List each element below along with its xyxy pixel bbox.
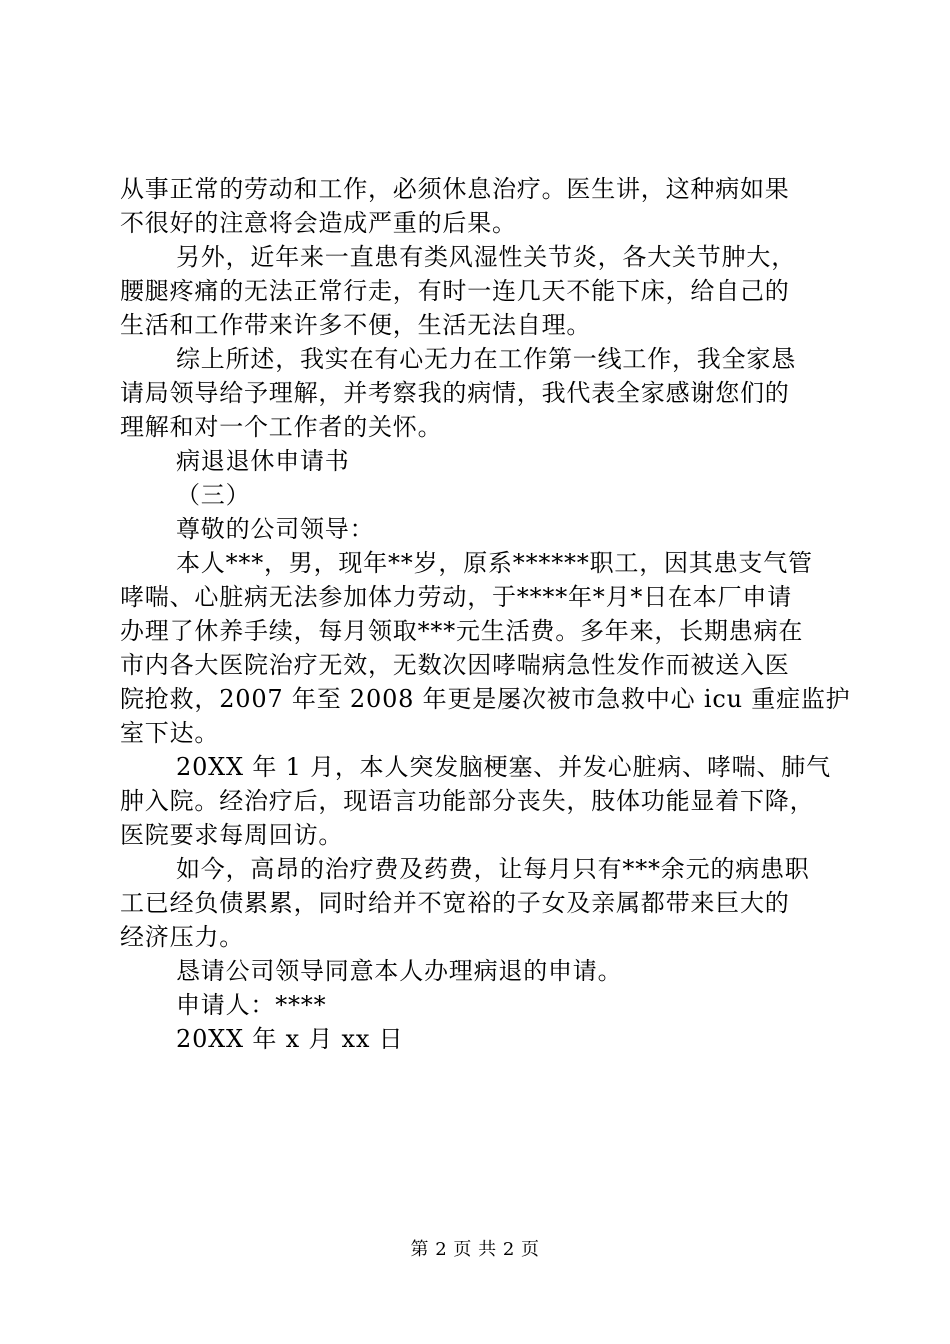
body-text-line: 室下达。 xyxy=(120,719,220,747)
section-title: 病退退休申请书 xyxy=(176,447,350,475)
page-footer: 第 2 页 共 2 页 xyxy=(410,1239,540,1260)
body-text-line: 工已经负债累累，同时给并不宽裕的子女及亲属都带来巨大的 xyxy=(120,889,790,917)
body-text-line: 请局领导给予理解，并考察我的病情，我代表全家感谢您们的 xyxy=(120,379,790,407)
body-text-line: 哮喘、心脏病无法参加体力劳动，于****年*月*日在本厂申请 xyxy=(120,583,792,611)
date-line: 20XX 年 x 月 xx 日 xyxy=(176,1025,404,1053)
applicant-line: 申请人：**** xyxy=(176,991,327,1019)
body-text-line: 经济压力。 xyxy=(120,923,244,951)
body-text-line: 医院要求每周回访。 xyxy=(120,821,344,849)
body-text-line: 本人***，男，现年**岁，原系******职工，因其患支气管 xyxy=(176,549,813,577)
body-text-line: 另外，近年来一直患有类风湿性关节炎，各大关节肿大， xyxy=(176,243,796,271)
body-text-line: 20XX 年 1 月，本人突发脑梗塞、并发心脏病、哮喘、肺气 xyxy=(176,753,831,781)
body-text-line: 肿入院。经治疗后，现语言功能部分丧失，肢体功能显着下降， xyxy=(120,787,815,815)
body-text-line: 理解和对一个工作者的关怀。 xyxy=(120,413,443,441)
body-text-line: 市内各大医院治疗无效，无数次因哮喘病急性发作而被送入医 xyxy=(120,651,790,679)
body-text-line: 院抢救，2007 年至 2008 年更是屡次被市急救中心 icu 重症监护 xyxy=(120,685,851,713)
body-text-line: 腰腿疼痛的无法正常行走，有时一连几天不能下床，给自己的 xyxy=(120,277,790,305)
body-text-line: 综上所述，我实在有心无力在工作第一线工作，我全家恳 xyxy=(176,345,796,373)
body-text-line: 恳请公司领导同意本人办理病退的申请。 xyxy=(176,957,623,985)
section-number: （三） xyxy=(176,481,251,509)
body-text-line: 不很好的注意将会造成严重的后果。 xyxy=(120,209,517,237)
body-text-line: 如今，高昂的治疗费及药费，让每月只有***余元的病患职 xyxy=(176,855,810,883)
body-text-line: 生活和工作带来许多不便，生活无法自理。 xyxy=(120,311,592,339)
salutation: 尊敬的公司领导： xyxy=(176,515,375,543)
body-text-line: 办理了休养手续，每月领取***元生活费。多年来，长期患病在 xyxy=(120,617,804,645)
body-text-line: 从事正常的劳动和工作，必须休息治疗。医生讲，这种病如果 xyxy=(120,175,790,203)
